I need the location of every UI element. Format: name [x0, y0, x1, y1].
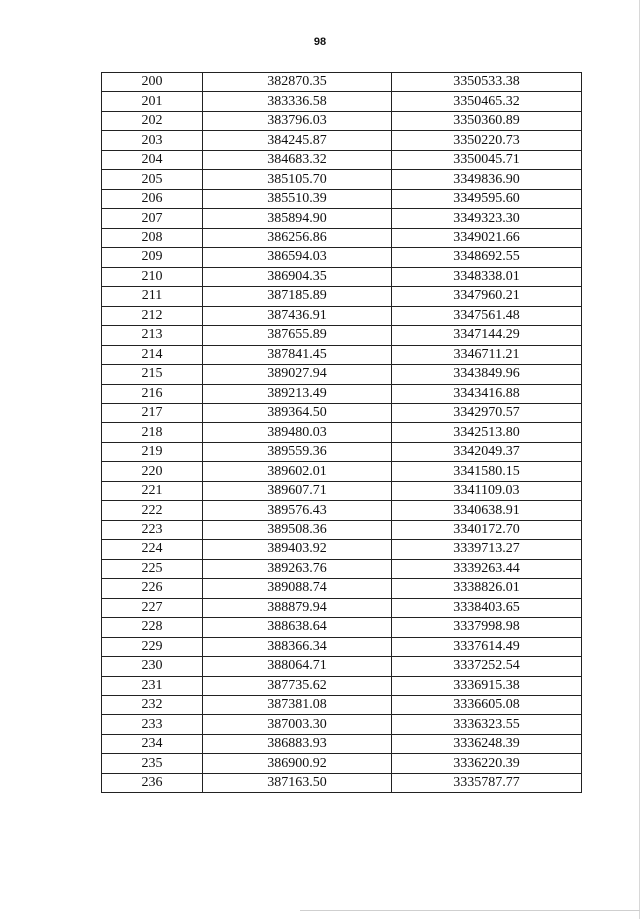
- x-coordinate-cell: 389088.74: [203, 579, 392, 598]
- x-coordinate-cell: 382870.35: [203, 73, 392, 92]
- x-coordinate-cell: 387655.89: [203, 326, 392, 345]
- x-coordinate-cell: 387163.50: [203, 773, 392, 792]
- y-coordinate-cell: 3335787.77: [392, 773, 582, 792]
- table-row: [102, 150, 582, 169]
- x-coordinate-cell: 385105.70: [203, 170, 392, 189]
- point-number-cell: 201: [102, 92, 203, 111]
- table-row: [102, 209, 582, 228]
- page-number: 98: [313, 36, 327, 48]
- y-coordinate-cell: 3343849.96: [392, 365, 582, 384]
- table-row: [102, 598, 582, 617]
- y-coordinate-cell: 3349021.66: [392, 228, 582, 247]
- table-row: [102, 111, 582, 130]
- x-coordinate-cell: 389559.36: [203, 442, 392, 461]
- point-number-cell: 230: [102, 657, 203, 676]
- table-row: [102, 423, 582, 442]
- y-coordinate-cell: 3336915.38: [392, 676, 582, 695]
- x-coordinate-cell: 389027.94: [203, 365, 392, 384]
- table-row: [102, 657, 582, 676]
- point-number-cell: 202: [102, 111, 203, 130]
- y-coordinate-cell: 3349595.60: [392, 189, 582, 208]
- x-coordinate-cell: 388366.34: [203, 637, 392, 656]
- table-row: [102, 442, 582, 461]
- table-row: [102, 696, 582, 715]
- table-row: [102, 734, 582, 753]
- y-coordinate-cell: 3350045.71: [392, 150, 582, 169]
- point-number-cell: 206: [102, 189, 203, 208]
- x-coordinate-cell: 388638.64: [203, 618, 392, 637]
- table-row: [102, 715, 582, 734]
- y-coordinate-cell: 3343416.88: [392, 384, 582, 403]
- y-coordinate-cell: 3347144.29: [392, 326, 582, 345]
- table-row: [102, 676, 582, 695]
- y-coordinate-cell: 3342970.57: [392, 403, 582, 422]
- table-row: [102, 520, 582, 539]
- y-coordinate-cell: 3337614.49: [392, 637, 582, 656]
- x-coordinate-cell: 387841.45: [203, 345, 392, 364]
- y-coordinate-cell: 3336323.55: [392, 715, 582, 734]
- table-row: [102, 306, 582, 325]
- y-coordinate-cell: 3341580.15: [392, 462, 582, 481]
- x-coordinate-cell: 389508.36: [203, 520, 392, 539]
- table-row: [102, 579, 582, 598]
- point-number-cell: 231: [102, 676, 203, 695]
- table-row: [102, 501, 582, 520]
- y-coordinate-cell: 3340172.70: [392, 520, 582, 539]
- table-row: [102, 384, 582, 403]
- table-row: [102, 365, 582, 384]
- y-coordinate-cell: 3338403.65: [392, 598, 582, 617]
- x-coordinate-cell: 384683.32: [203, 150, 392, 169]
- x-coordinate-cell: 389364.50: [203, 403, 392, 422]
- x-coordinate-cell: 383336.58: [203, 92, 392, 111]
- point-number-cell: 207: [102, 209, 203, 228]
- point-number-cell: 209: [102, 248, 203, 267]
- point-number-cell: 203: [102, 131, 203, 150]
- y-coordinate-cell: 3336605.08: [392, 696, 582, 715]
- x-coordinate-cell: 388064.71: [203, 657, 392, 676]
- x-coordinate-cell: 386904.35: [203, 267, 392, 286]
- point-number-cell: 211: [102, 287, 203, 306]
- y-coordinate-cell: 3341109.03: [392, 481, 582, 500]
- table-row: [102, 326, 582, 345]
- y-coordinate-cell: 3336220.39: [392, 754, 582, 773]
- point-number-cell: 217: [102, 403, 203, 422]
- table-row: [102, 287, 582, 306]
- table-row: [102, 131, 582, 150]
- x-coordinate-cell: 387185.89: [203, 287, 392, 306]
- y-coordinate-cell: 3350360.89: [392, 111, 582, 130]
- point-number-cell: 233: [102, 715, 203, 734]
- y-coordinate-cell: 3338826.01: [392, 579, 582, 598]
- table-row: [102, 228, 582, 247]
- x-coordinate-cell: 389480.03: [203, 423, 392, 442]
- point-number-cell: 219: [102, 442, 203, 461]
- point-number-cell: 232: [102, 696, 203, 715]
- point-number-cell: 224: [102, 540, 203, 559]
- coordinates-table-body: [102, 73, 582, 793]
- table-row: [102, 267, 582, 286]
- table-row: [102, 481, 582, 500]
- table-row: [102, 618, 582, 637]
- x-coordinate-cell: 386883.93: [203, 734, 392, 753]
- point-number-cell: 229: [102, 637, 203, 656]
- x-coordinate-cell: 389602.01: [203, 462, 392, 481]
- x-coordinate-cell: 387735.62: [203, 676, 392, 695]
- table-row: [102, 637, 582, 656]
- point-number-cell: 212: [102, 306, 203, 325]
- point-number-cell: 210: [102, 267, 203, 286]
- x-coordinate-cell: 387003.30: [203, 715, 392, 734]
- y-coordinate-cell: 3337252.54: [392, 657, 582, 676]
- x-coordinate-cell: 389607.71: [203, 481, 392, 500]
- table-row: [102, 754, 582, 773]
- table-row: [102, 345, 582, 364]
- y-coordinate-cell: 3339713.27: [392, 540, 582, 559]
- table-row: [102, 540, 582, 559]
- page-edge-bottom: [300, 910, 640, 911]
- point-number-cell: 204: [102, 150, 203, 169]
- x-coordinate-cell: 389576.43: [203, 501, 392, 520]
- x-coordinate-cell: 389213.49: [203, 384, 392, 403]
- x-coordinate-cell: 386900.92: [203, 754, 392, 773]
- point-number-cell: 215: [102, 365, 203, 384]
- point-number-cell: 216: [102, 384, 203, 403]
- y-coordinate-cell: 3348338.01: [392, 267, 582, 286]
- x-coordinate-cell: 389403.92: [203, 540, 392, 559]
- y-coordinate-cell: 3349323.30: [392, 209, 582, 228]
- table-row: [102, 559, 582, 578]
- x-coordinate-cell: 386256.86: [203, 228, 392, 247]
- y-coordinate-cell: 3347960.21: [392, 287, 582, 306]
- y-coordinate-cell: 3340638.91: [392, 501, 582, 520]
- x-coordinate-cell: 386594.03: [203, 248, 392, 267]
- point-number-cell: 236: [102, 773, 203, 792]
- table-row: [102, 92, 582, 111]
- table-row: [102, 403, 582, 422]
- y-coordinate-cell: 3349836.90: [392, 170, 582, 189]
- point-number-cell: 234: [102, 734, 203, 753]
- y-coordinate-cell: 3346711.21: [392, 345, 582, 364]
- table-row: [102, 170, 582, 189]
- table-row: [102, 773, 582, 792]
- point-number-cell: 205: [102, 170, 203, 189]
- y-coordinate-cell: 3350465.32: [392, 92, 582, 111]
- point-number-cell: 200: [102, 73, 203, 92]
- x-coordinate-cell: 385510.39: [203, 189, 392, 208]
- point-number-cell: 225: [102, 559, 203, 578]
- point-number-cell: 226: [102, 579, 203, 598]
- y-coordinate-cell: 3337998.98: [392, 618, 582, 637]
- x-coordinate-cell: 387436.91: [203, 306, 392, 325]
- x-coordinate-cell: 383796.03: [203, 111, 392, 130]
- x-coordinate-cell: 389263.76: [203, 559, 392, 578]
- x-coordinate-cell: 388879.94: [203, 598, 392, 617]
- point-number-cell: 221: [102, 481, 203, 500]
- table-row: [102, 462, 582, 481]
- y-coordinate-cell: 3336248.39: [392, 734, 582, 753]
- point-number-cell: 214: [102, 345, 203, 364]
- table-row: [102, 73, 582, 92]
- y-coordinate-cell: 3348692.55: [392, 248, 582, 267]
- x-coordinate-cell: 387381.08: [203, 696, 392, 715]
- y-coordinate-cell: 3339263.44: [392, 559, 582, 578]
- point-number-cell: 235: [102, 754, 203, 773]
- y-coordinate-cell: 3350220.73: [392, 131, 582, 150]
- x-coordinate-cell: 384245.87: [203, 131, 392, 150]
- point-number-cell: 227: [102, 598, 203, 617]
- point-number-cell: 228: [102, 618, 203, 637]
- point-number-cell: 222: [102, 501, 203, 520]
- coordinates-table: [101, 72, 582, 793]
- table-row: [102, 189, 582, 208]
- point-number-cell: 213: [102, 326, 203, 345]
- table-row: [102, 248, 582, 267]
- y-coordinate-cell: 3347561.48: [392, 306, 582, 325]
- point-number-cell: 218: [102, 423, 203, 442]
- point-number-cell: 220: [102, 462, 203, 481]
- y-coordinate-cell: 3342513.80: [392, 423, 582, 442]
- x-coordinate-cell: 385894.90: [203, 209, 392, 228]
- point-number-cell: 223: [102, 520, 203, 539]
- point-number-cell: 208: [102, 228, 203, 247]
- y-coordinate-cell: 3350533.38: [392, 73, 582, 92]
- y-coordinate-cell: 3342049.37: [392, 442, 582, 461]
